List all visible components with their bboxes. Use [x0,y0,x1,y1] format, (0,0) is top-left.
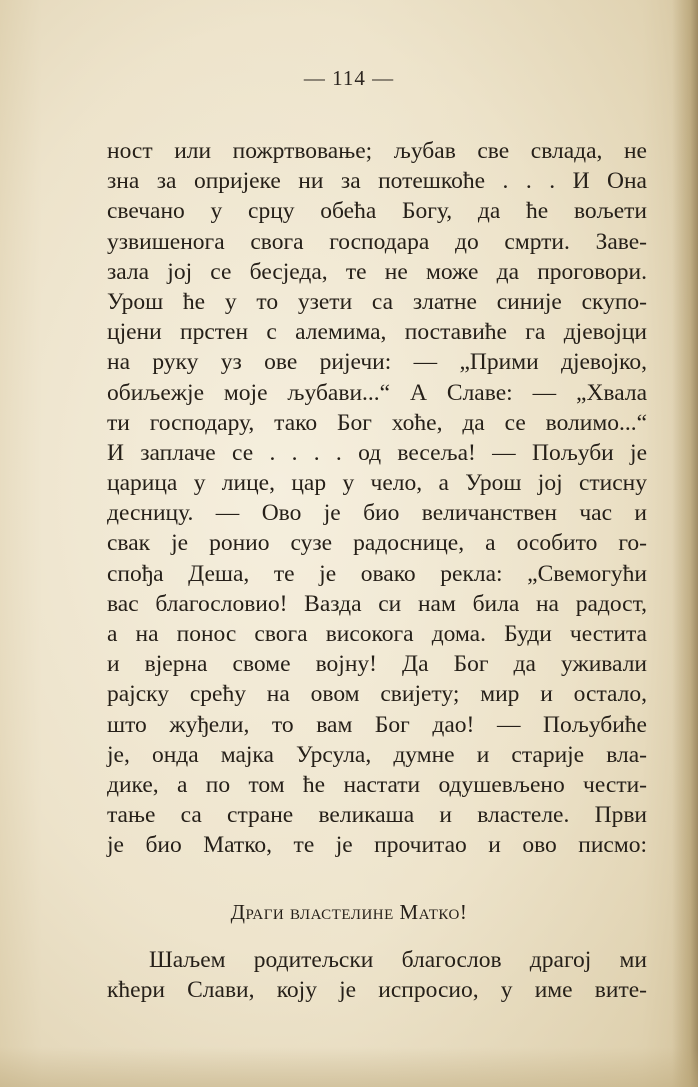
closing-text [107,945,647,1005]
text-line: дике, а по том ће настати одушевљено чести- [107,771,647,798]
text-line: а на понос свога високога дома. Буди честита [107,621,647,647]
text-line: царица у лице, цар у чело, а Урош јој стисну [107,470,647,497]
letter-heading: Драги властелине Матко! [230,900,468,924]
text-line: ност или пожртвовање; љубав све свлада, не [107,138,647,164]
text-line: цјени прстен с алемима, поставиће га дјевојци [107,319,647,346]
text-line: што жуђели, то вам Бог дао! — Пољубиће [107,711,647,738]
text-line: свак је ронио сузе радоснице, а особито го- [107,530,647,557]
page-number: — 114 — [303,66,395,90]
text-line: тање са стране великаша и властеле. Први [107,802,647,829]
body-text [107,136,647,861]
text-line: десницу. — Ово је био величанствен час и [107,500,647,527]
text-line: кћери Слави, коју је испросио, у име вите- [107,977,647,1004]
text-line: вас благословио! Вазда си нам била на радост, [107,590,647,617]
text-line: узвишенога свога господара до смрти. Заве- [107,228,647,255]
text-line: зала јој се бесједа, те не може да проговори. [107,258,647,285]
text-line: рајску срећу на овом свијету; мир и остало, [107,681,647,708]
text-line: спођа Деша, те је овако рекла: „Свемогући [107,560,647,587]
text-line: Шаљем родитељски благослов драгој ми [149,947,647,973]
text-line: Урош ће у то узети са златне синије скупо- [107,288,647,315]
text-line: је, онда мајка Урсула, думне и старије вла- [107,741,647,768]
page-bottom-shadow [0,1047,698,1087]
text-line: је био Матко, те је прочитао и ово писмо: [107,832,647,859]
text-line: И заплаче се . . . . од весеља! — Пољуби је [107,439,647,466]
text-line: зна за опријеке ни за потешкоће . . . И Она [107,168,647,195]
text-line: обиљежје моје љубави...“ А Славе: — „Хвала [107,379,647,406]
text-line: ти господару, тако Бог хоће, да се волимо...“ [107,409,647,436]
text-line: на руку уз ове ријечи: — „Прими дјевојко, [107,349,647,376]
text-line: и вјерна своме војну! Да Бог да уживали [107,651,647,678]
text-line: свечано у срцу обећа Богу, да ће вољети [107,198,647,225]
